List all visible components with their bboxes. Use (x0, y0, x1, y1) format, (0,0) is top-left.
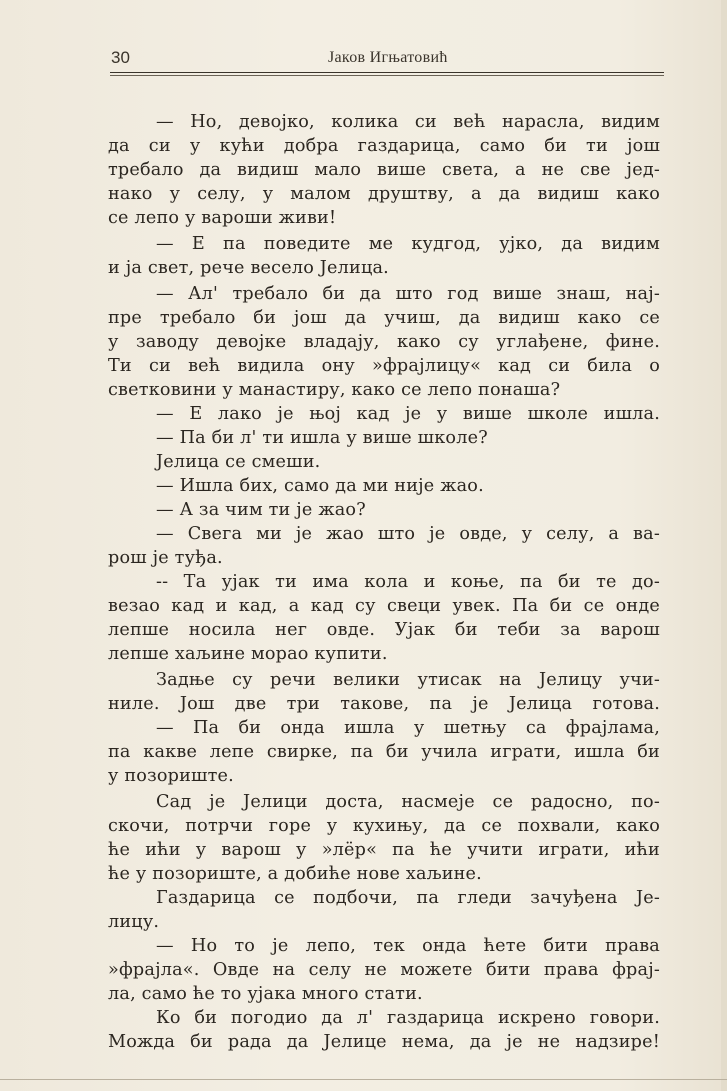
text-line: у заводу девојке владају, како су углађене, фине. (108, 332, 660, 352)
text-line: — Ал' требало би да што год више знаш, нај- (156, 284, 660, 304)
text-line: — Е лако је њој кад је у више школе ишла. (156, 404, 660, 424)
text-line: у позориште. (108, 766, 234, 786)
text-line: ниле. Још две три такове, па је Јелица готова. (108, 694, 660, 714)
header-rule (110, 72, 664, 73)
text-line: — Но, девојко, колика си већ нарасла, видим (156, 112, 660, 132)
text-line: се лепо у вароши живи! (108, 208, 337, 228)
text-line: Јелица се смеши. (156, 452, 321, 472)
text-line: Сад је Јелици доста, насмеје се радосно, по- (156, 792, 660, 812)
text-line: скочи, потрчи горе у кухињу, да се похвали, како (108, 816, 660, 836)
body-text (108, 110, 660, 1054)
text-line: ће у позориште, а добиће нове хаљине. (108, 864, 482, 884)
scan-bottom-edge (0, 1079, 727, 1080)
text-line: — Ишла бих, само да ми није жао. (156, 476, 484, 496)
text-line: и ја свет, рече весело Јелица. (108, 258, 389, 278)
text-line: — Па би л' ти ишла у више школе? (156, 428, 488, 448)
text-line: — Е па поведите ме кудгод, ујко, да видим (156, 234, 660, 254)
text-line: лепше хаљине морао купити. (108, 644, 388, 664)
text-line: — Свега ми је жао што је овде, у селу, а ва- (156, 524, 660, 544)
text-line: Задње су речи велики утисак на Јелицу учи- (156, 670, 660, 690)
text-line: па какве лепе свирке, па би учила играти, ишла би (108, 742, 660, 762)
text-line: — Па би онда ишла у шетњу са фрајлама, (156, 718, 660, 738)
text-line: да си у кући добра газдарица, само би ти још (108, 136, 660, 156)
text-line: нако у селу, у малом друштву, а да видиш како (108, 184, 660, 204)
text-line: — А за чим ти је жао? (156, 500, 366, 520)
header-rule-thin (110, 75, 664, 76)
page-edge (721, 0, 727, 1091)
text-line: Ко би погодио да л' газдарица искрено говори. (156, 1008, 660, 1028)
text-line: светковини у манастиру, како се лепо понаша? (108, 380, 561, 400)
text-line: лепше носила нег овде. Ујак би теби за варош (108, 620, 660, 640)
text-line: пре требало би још да учиш, да видиш како се (108, 308, 660, 328)
text-line: -- Та ујак ти има кола и коње, па би те до- (156, 572, 660, 592)
running-head: Јаков Игњатовић (328, 49, 448, 66)
page-number: 30 (111, 48, 130, 67)
text-line: Ти си већ видила ону »фрајлицу« кад си била о (108, 356, 660, 376)
page-header (111, 48, 664, 70)
text-line: рош је туђа. (108, 548, 223, 568)
text-line: Можда би рада да Јелице нема, да је не надзире! (108, 1032, 660, 1052)
text-line: лицу. (108, 912, 160, 932)
text-line: требало да видиш мало више света, а не све јед- (108, 160, 660, 180)
text-line: ће ићи у варош у »лёр« па ће учити играти, ићи (108, 840, 660, 860)
text-line: Газдарица се подбочи, па гледи зачуђена Је- (156, 888, 660, 908)
text-line: »фрајла«. Овде на селу не можете бити права фрај- (108, 960, 660, 980)
text-line: ла, само ће то ујака много стати. (108, 984, 423, 1004)
text-line: везао кад и кад, а кад су свеци увек. Па би се онде (108, 596, 660, 616)
text-line: — Но то је лепо, тек онда ћете бити права (156, 936, 660, 956)
